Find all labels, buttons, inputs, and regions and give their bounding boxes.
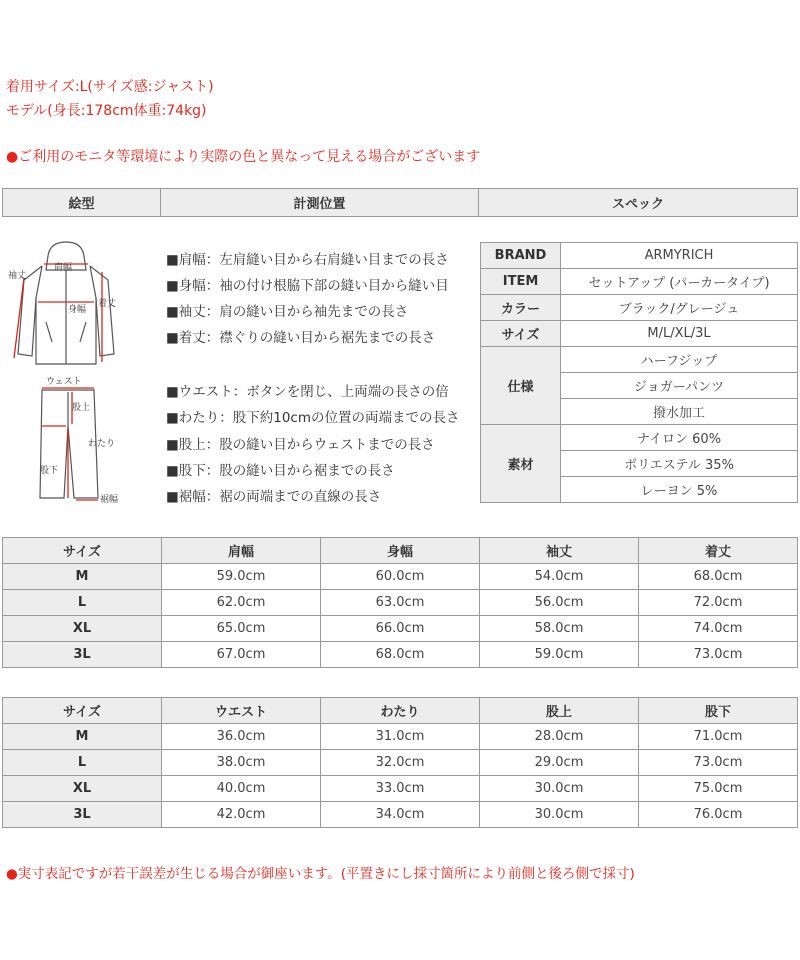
value-cell: 73.0cm	[639, 750, 798, 776]
spec-material-value: ナイロン 60%	[561, 425, 798, 451]
spec-row-item	[481, 269, 798, 295]
spec-label: BRAND	[481, 243, 561, 269]
spec-size-value: M/L/XL/3L	[561, 321, 798, 347]
bottom-size-table	[2, 697, 798, 828]
garment-diagram	[2, 236, 162, 516]
spec-label: ITEM	[481, 269, 561, 295]
table-header-row	[3, 698, 798, 724]
value-cell: 58.0cm	[480, 616, 639, 642]
size-cell: 3L	[3, 642, 162, 668]
measure-rise: ■股上：股の縫い目からウェストまでの長さ	[166, 437, 435, 453]
value-cell: 59.0cm	[480, 642, 639, 668]
value-cell: 34.0cm	[321, 802, 480, 828]
measure-waist: ■ウエスト：ボタンを閉じ、上両端の長さの倍	[166, 384, 449, 400]
model-info-text: モデル(身長:178cm体重:74kg)	[6, 103, 207, 119]
spec-row-features	[481, 347, 798, 373]
diagram-rise-label: 股上	[72, 403, 91, 413]
value-cell: 29.0cm	[480, 750, 639, 776]
table-header-cell: 肩幅	[162, 538, 321, 564]
value-cell: 62.0cm	[162, 590, 321, 616]
value-cell: 31.0cm	[321, 724, 480, 750]
size-cell: 3L	[3, 802, 162, 828]
table-row	[3, 564, 798, 590]
table-header-row	[3, 538, 798, 564]
diagram-hem-label: 裾幅	[100, 495, 119, 505]
spec-color-value: ブラック/グレージュ	[561, 295, 798, 321]
value-cell: 66.0cm	[321, 616, 480, 642]
value-cell: 38.0cm	[162, 750, 321, 776]
spec-label: カラー	[481, 295, 561, 321]
diagram-shoulder-label: 肩幅	[54, 263, 73, 273]
spec-label: サイズ	[481, 321, 561, 347]
value-cell: 74.0cm	[639, 616, 798, 642]
value-cell: 60.0cm	[321, 564, 480, 590]
size-cell: XL	[3, 616, 162, 642]
size-cell: L	[3, 750, 162, 776]
table-header-cell: サイズ	[3, 538, 162, 564]
table-row	[3, 776, 798, 802]
spec-label: 仕様	[481, 347, 561, 425]
size-cell: M	[3, 564, 162, 590]
table-header-cell: 着丈	[639, 538, 798, 564]
diagram-thigh-label: わたり	[88, 439, 116, 449]
diagram-length-label: 着丈	[98, 299, 117, 309]
size-cell: L	[3, 590, 162, 616]
value-cell: 72.0cm	[639, 590, 798, 616]
spec-feature-value: ハーフジップ	[561, 347, 798, 373]
value-cell: 42.0cm	[162, 802, 321, 828]
value-cell: 67.0cm	[162, 642, 321, 668]
spec-label: 素材	[481, 425, 561, 503]
measurement-disclaimer: ●実寸表記ですが若干誤差が生じる場合が御座います。(平置きにし採寸箇所により前側と後ろ側で採寸)	[6, 866, 635, 882]
table-row	[3, 590, 798, 616]
section-header	[2, 188, 798, 217]
table-row	[3, 750, 798, 776]
table-header-cell: サイズ	[3, 698, 162, 724]
spec-material-value: レーヨン 5%	[561, 477, 798, 503]
measure-shoulder: ■肩幅：左肩縫い目から右肩縫い目までの長さ	[166, 252, 449, 268]
value-cell: 76.0cm	[639, 802, 798, 828]
table-row	[3, 642, 798, 668]
spec-brand-value: ARMYRICH	[561, 243, 798, 269]
value-cell: 59.0cm	[162, 564, 321, 590]
value-cell: 28.0cm	[480, 724, 639, 750]
spec-row-color	[481, 295, 798, 321]
value-cell: 73.0cm	[639, 642, 798, 668]
measure-body-width: ■身幅：袖の付け根脇下部の縫い目から縫い目	[166, 278, 449, 294]
table-header-cell: 股下	[639, 698, 798, 724]
header-measure-position: 計測位置	[161, 189, 479, 216]
diagram-inseam-label: 股下	[40, 466, 59, 476]
spec-feature-value: ジョガーパンツ	[561, 373, 798, 399]
value-cell: 54.0cm	[480, 564, 639, 590]
table-header-cell: ウエスト	[162, 698, 321, 724]
size-cell: M	[3, 724, 162, 750]
spec-row-material	[481, 425, 798, 451]
diagram-body-label: 身幅	[68, 305, 87, 315]
value-cell: 71.0cm	[639, 724, 798, 750]
value-cell: 36.0cm	[162, 724, 321, 750]
spec-table	[480, 242, 798, 503]
wearing-size-text: 着用サイズ:L(サイズ感:ジャスト)	[6, 79, 214, 95]
spec-material-value: ポリエステル 35%	[561, 451, 798, 477]
value-cell: 63.0cm	[321, 590, 480, 616]
table-header-cell: 袖丈	[480, 538, 639, 564]
size-cell: XL	[3, 776, 162, 802]
diagram-waist-label: ウェスト	[46, 377, 82, 387]
table-header-cell: 股上	[480, 698, 639, 724]
header-spec: スペック	[479, 189, 797, 216]
table-header-cell: わたり	[321, 698, 480, 724]
color-notice-text: ●ご利用のモニタ等環境により実際の色と異なって見える場合がございます	[6, 149, 481, 165]
value-cell: 30.0cm	[480, 802, 639, 828]
table-row	[3, 724, 798, 750]
spec-row-size	[481, 321, 798, 347]
value-cell: 30.0cm	[480, 776, 639, 802]
value-cell: 65.0cm	[162, 616, 321, 642]
table-row	[3, 616, 798, 642]
measure-sleeve: ■袖丈：肩の縫い目から袖先までの長さ	[166, 304, 409, 320]
value-cell: 75.0cm	[639, 776, 798, 802]
value-cell: 56.0cm	[480, 590, 639, 616]
value-cell: 68.0cm	[321, 642, 480, 668]
spec-row-brand	[481, 243, 798, 269]
spec-feature-value: 撥水加工	[561, 399, 798, 425]
diagram-sleeve-label: 袖丈	[8, 271, 27, 281]
table-row	[3, 802, 798, 828]
measure-thigh: ■わたり：股下約10cmの位置の両端までの長さ	[166, 410, 460, 426]
measure-hem: ■裾幅：裾の両端までの直線の長さ	[166, 489, 382, 505]
value-cell: 32.0cm	[321, 750, 480, 776]
measure-inseam: ■股下：股の縫い目から裾までの長さ	[166, 463, 395, 479]
spec-item-value: セットアップ (パーカータイプ)	[561, 269, 798, 295]
table-header-cell: 身幅	[321, 538, 480, 564]
value-cell: 33.0cm	[321, 776, 480, 802]
header-illustration: 絵型	[3, 189, 161, 216]
value-cell: 68.0cm	[639, 564, 798, 590]
top-size-table	[2, 537, 798, 668]
measure-length: ■着丈：襟ぐりの縫い目から裾先までの長さ	[166, 330, 436, 346]
value-cell: 40.0cm	[162, 776, 321, 802]
